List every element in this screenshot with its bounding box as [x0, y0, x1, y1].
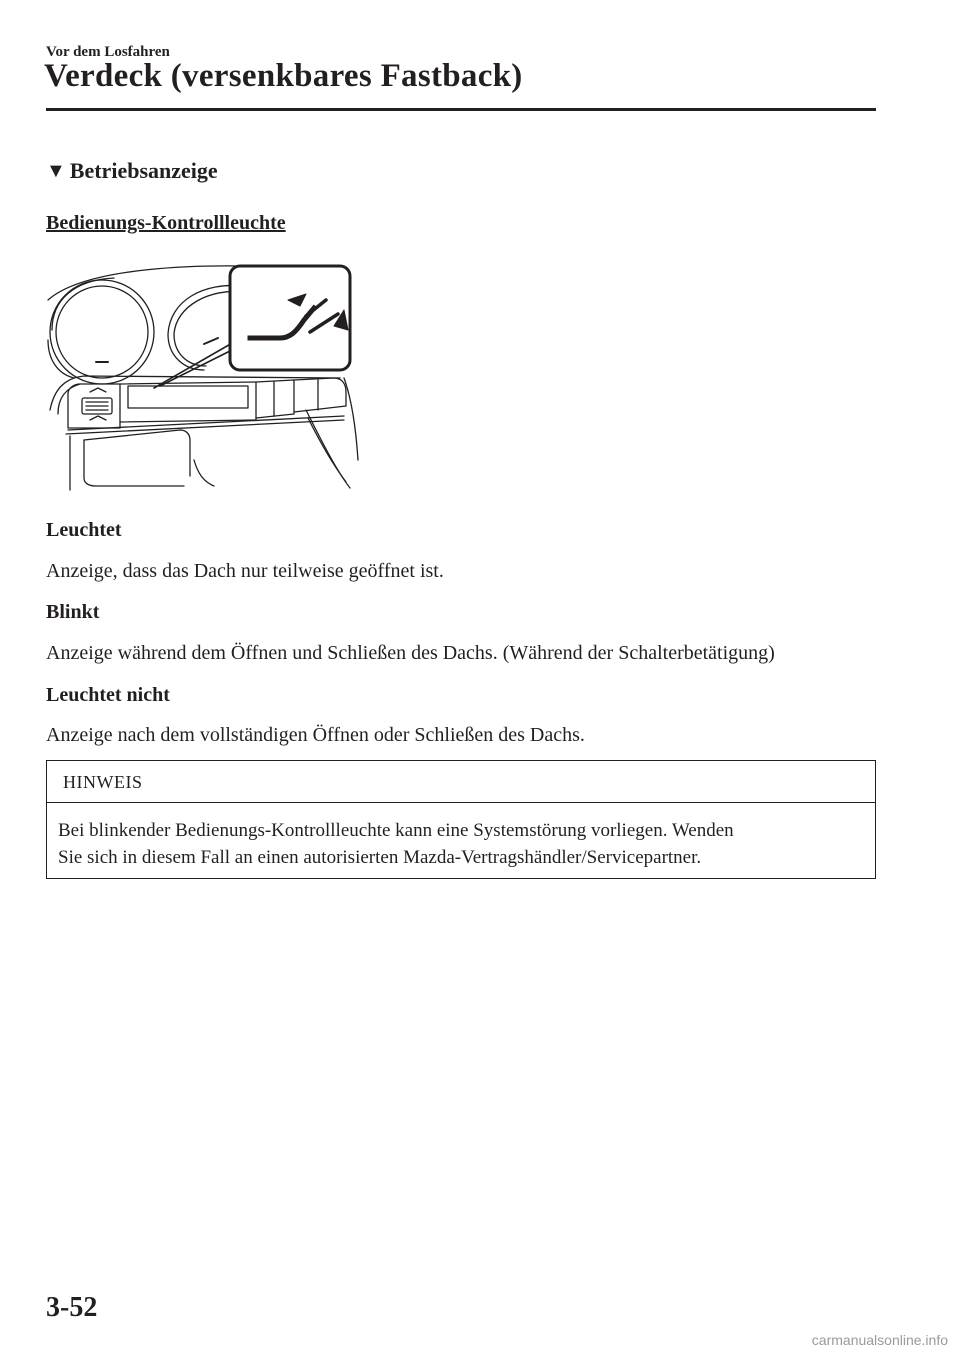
subheading: Bedienungs-Kontrollleuchte: [46, 212, 286, 234]
triangle-down-icon: ▼: [46, 159, 66, 182]
watermark: carmanualsonline.info: [811, 1332, 948, 1348]
note-line: Bei blinkender Bedienungs-Kontrollleuchte kann eine Systemstörung vorliegen. Wenden: [58, 820, 734, 841]
state-label-off: Leuchtet nicht: [46, 684, 170, 706]
section-title: Betriebsanzeige: [69, 158, 218, 183]
note-text: [58, 817, 868, 871]
page-title: Verdeck (versenkbares Fastback): [44, 58, 523, 94]
state-label-on: Leuchtet: [46, 519, 122, 541]
chapter-label: Vor dem Losfahren: [46, 44, 170, 60]
state-text-flashing: Anzeige während dem Öffnen und Schließen des Dachs. (Während der Schalterbetätigung): [46, 642, 775, 664]
section-heading: [46, 158, 218, 184]
state-label-flashing: Blinkt: [46, 601, 100, 623]
note-header: [47, 761, 875, 803]
page-number: 3-52: [46, 1292, 98, 1323]
note-line: Sie sich in diesem Fall an einen autorisierten Mazda-Vertragshändler/Servicepartner.: [58, 847, 702, 868]
note-box: [46, 760, 876, 879]
note-heading: HINWEIS: [63, 772, 143, 792]
dashboard-illustration: [44, 260, 364, 496]
state-text-off: Anzeige nach dem vollständigen Öffnen oder Schließen des Dachs.: [46, 724, 585, 746]
state-text-on: Anzeige, dass das Dach nur teilweise geöffnet ist.: [46, 560, 444, 582]
title-divider: [46, 108, 876, 111]
